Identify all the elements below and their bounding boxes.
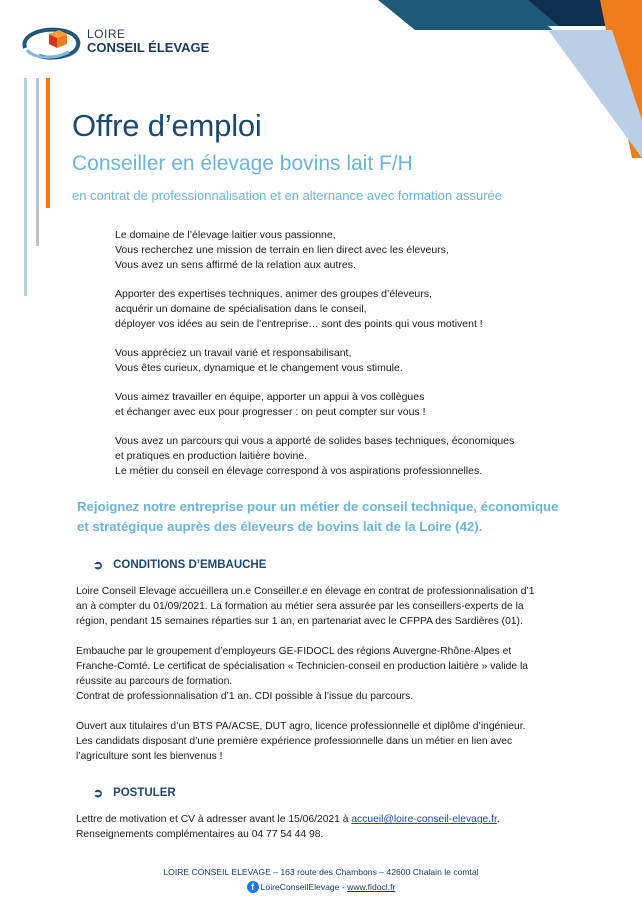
- cube-logo-icon: [19, 22, 83, 62]
- postuler-prefix: Lettre de motivation et CV à adresser avant le 15/06/2021 à: [76, 814, 352, 825]
- intro-line: Apporter des expertises techniques, animer des groupes d’éleveurs,: [115, 288, 432, 300]
- intro-paragraph: [115, 434, 595, 479]
- intro-line: Le métier du conseil en élevage correspond à vos aspirations professionnelles.: [115, 465, 483, 477]
- intro-line: acquérir un domaine de spécialisation dans le conseil,: [115, 303, 367, 315]
- decor-bar-light-blue: [24, 78, 27, 296]
- postuler-suffix: .: [496, 814, 500, 825]
- footer-address: LOIRE CONSEIL ELEVAGE – 163 route des Chambons – 42600 Chalain le comtal: [163, 867, 479, 877]
- intro-paragraph: [115, 287, 595, 332]
- contract-subtitle: en contrat de professionnalisation et en alternance avec formation assurée: [72, 188, 502, 203]
- conditions-line: an à compter du 01/09/2021. La formation au métier sera assurée par les conseillers-experts de la: [76, 601, 524, 612]
- conditions-line: Contrat de professionnalisation d’1 an. CDI possible à l’issue du parcours.: [76, 691, 414, 702]
- postuler-heading-label: POSTULER: [113, 787, 176, 799]
- conditions-line: réussite au parcours de formation.: [76, 676, 233, 687]
- conditions-line: Loire Conseil Elevage accueillera un.e Conseiller.e en élevage en contrat de professionnalisation d’1: [76, 586, 535, 597]
- conditions-line: l’agriculture sont les bienvenus !: [76, 751, 223, 762]
- intro-line: Vous êtes curieux, dynamique et le changement vous stimule.: [115, 362, 403, 374]
- intro-text: [115, 228, 595, 493]
- intro-line: Vous avez un sens affirmé de la relation aux autres.: [115, 259, 356, 271]
- conditions-line: Ouvert aux titulaires d’un BTS PA/ACSE, DUT agro, licence professionnelle et diplôme d’ingénieur.: [76, 721, 526, 732]
- conditions-heading-label: CONDITIONS D’EMBAUCHE: [113, 559, 267, 571]
- arrow-right-icon: ➲: [93, 786, 104, 800]
- logo: [19, 22, 209, 62]
- conditions-heading: [93, 558, 266, 572]
- intro-line: Vous avez un parcours qui vous a apporté de solides bases techniques, économiques: [115, 435, 515, 447]
- intro-line: et pratiques en production laitière bovine.: [115, 450, 308, 462]
- website-link[interactable]: www.fidocl.fr: [347, 882, 396, 892]
- footer-separator: -: [339, 882, 348, 892]
- postuler-line: Renseignements complémentaires au 04 77 54 44 98.: [76, 829, 324, 840]
- intro-line: déployer vos idées au sein de l’entreprise… sont des points qui vous motivent !: [115, 318, 483, 330]
- facebook-link[interactable]: LoireConseilElevage: [260, 882, 340, 892]
- postuler-heading: [93, 786, 176, 800]
- postuler-text: [76, 812, 596, 842]
- conditions-line: Embauche par le groupement d’employeurs GE-FIDOCL des régions Auvergne-Rhône-Alpes et: [76, 646, 512, 657]
- intro-line: Vous recherchez une mission de terrain en lien direct avec les éleveurs,: [115, 244, 449, 256]
- intro-line: Le domaine de l’élevage laitier vous passionne,: [115, 229, 336, 241]
- page-title: Offre d’emploi: [72, 108, 262, 143]
- cta-line: et stratégique auprès des éleveurs de bovins lait de la Loire (42).: [77, 519, 483, 534]
- email-link[interactable]: accueil@loire-conseil-elevage.fr: [351, 814, 497, 825]
- logo-line2: CONSEIL ÉLEVAGE: [87, 40, 210, 56]
- arrow-right-icon: ➲: [93, 558, 104, 572]
- facebook-icon: f: [247, 881, 259, 893]
- logo-line1: LOIRE: [87, 27, 126, 42]
- intro-line: et échanger avec eux pour progresser : on peut compter sur vous !: [115, 406, 426, 418]
- intro-paragraph: [115, 390, 595, 420]
- conditions-text: [76, 584, 596, 764]
- intro-paragraph: [115, 346, 595, 376]
- decor-bar-gray: [36, 78, 39, 246]
- conditions-line: Les candidats disposant d’une première expérience professionnelle dans un métier en lien avec: [76, 736, 513, 747]
- intro-paragraph: [115, 228, 595, 273]
- call-to-action: [77, 497, 617, 537]
- postuler-line: [76, 812, 596, 827]
- footer-links: [0, 881, 642, 893]
- cta-line: Rejoignez notre entreprise pour un métier de conseil technique, économique: [77, 499, 559, 514]
- job-title: Conseiller en élevage bovins lait F/H: [72, 152, 413, 175]
- conditions-line: Franche-Comté. Le certificat de spécialisation « Technicien-conseil en production laitière » valide la: [76, 661, 528, 672]
- decor-bar-orange: [46, 78, 50, 208]
- intro-line: Vous appréciez un travail varié et responsabilisant,: [115, 347, 352, 359]
- intro-line: Vous aimez travailler en équipe, apporter un appui à vos collègues: [115, 391, 425, 403]
- conditions-line: région, pendant 15 semaines réparties sur 1 an, en partenariat avec le CFPPA des Sardières (01).: [76, 616, 523, 627]
